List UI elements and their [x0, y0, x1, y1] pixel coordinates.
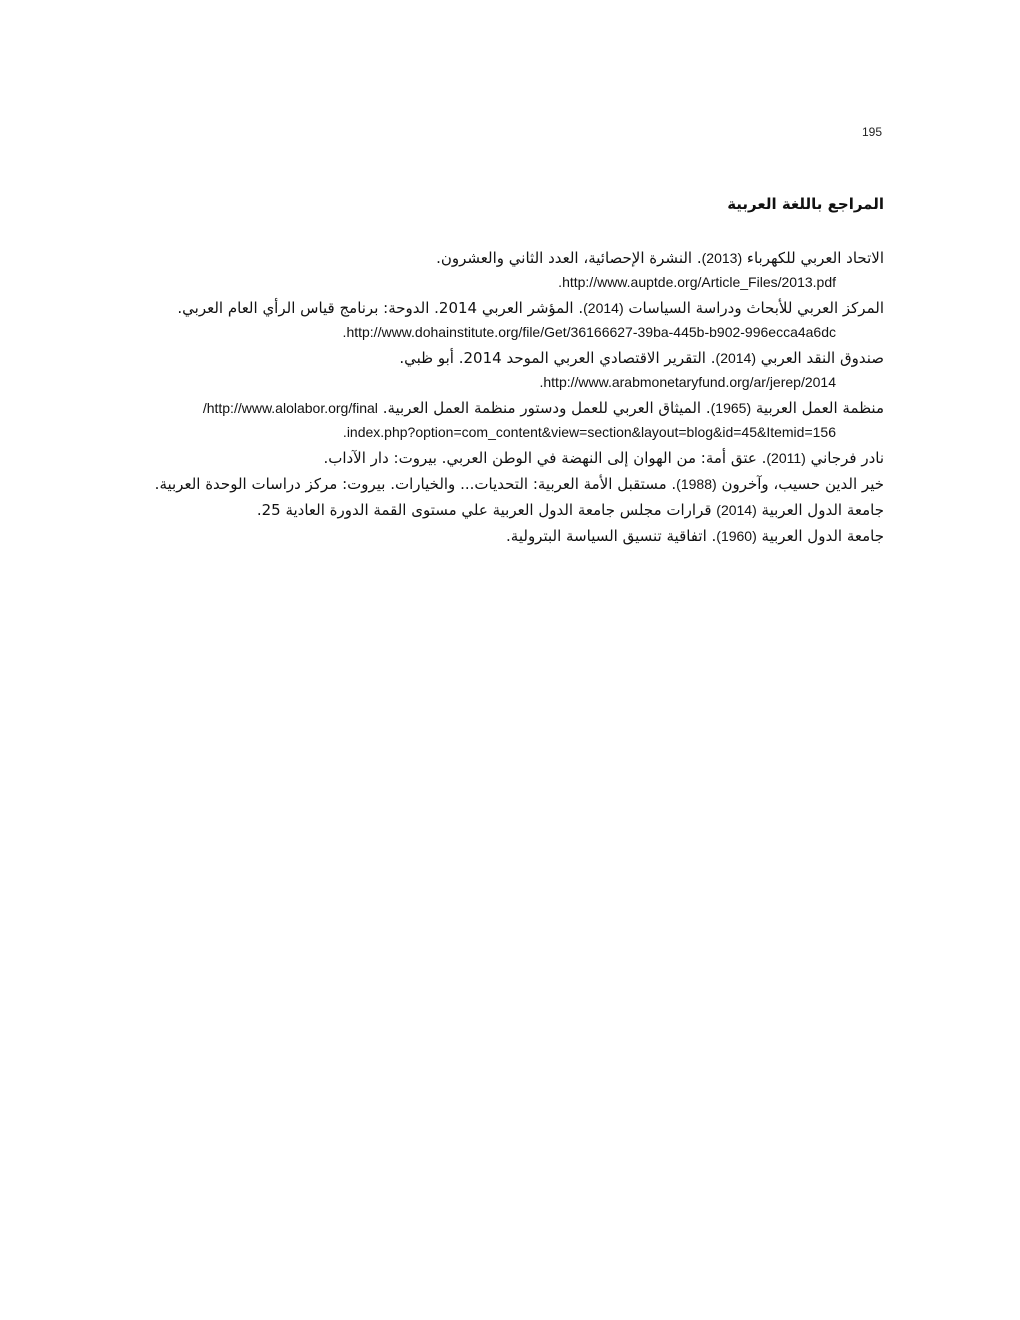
reference-url[interactable]: index.php?option=com_content&view=section&layout=blog&id=45&Itemid=156.	[342, 424, 836, 440]
reference-entry	[140, 396, 884, 444]
reference-text: . مستقبل الأمة العربية: التحديات... والخيارات. بيروت: مركز دراسات الوحدة العربية.	[154, 475, 677, 493]
reference-entry	[140, 472, 884, 496]
reference-entry	[140, 524, 884, 548]
reference-entry	[140, 246, 884, 294]
reference-entry	[140, 296, 884, 344]
reference-entry	[140, 498, 884, 522]
page-number: 195	[862, 125, 883, 139]
reference-text: . الميثاق العربي للعمل ودستور منظمة العمل العربية.	[377, 399, 711, 417]
reference-year: (2011)	[766, 450, 806, 466]
reference-author: خير الدين حسيب، وآخرون	[716, 475, 884, 493]
reference-text: . اتفاقية تنسيق السياسة البترولية.	[506, 527, 717, 545]
reference-url-inline[interactable]: http://www.alolabor.org/final/	[202, 400, 378, 416]
references-section	[140, 192, 884, 550]
reference-url[interactable]: http://www.auptde.org/Article_Files/2013.pdf.	[558, 274, 836, 290]
reference-text: . المؤشر العربي 2014. الدوحة: برنامج قياس الرأي العام العربي.	[177, 299, 584, 317]
reference-list	[140, 246, 884, 548]
reference-year: (2014)	[583, 300, 624, 316]
reference-entry	[140, 446, 884, 470]
reference-author: المركز العربي للأبحاث ودراسة السياسات	[623, 299, 884, 317]
reference-year: (1965)	[710, 400, 752, 416]
reference-text: قرارات مجلس جامعة الدول العربية علي مستوى القمة الدورة العادية 25.	[256, 501, 717, 519]
reference-author: جامعة الدول العربية	[756, 501, 884, 519]
reference-text: . التقرير الاقتصادي العربي الموحد 2014. أبو ظبي.	[399, 349, 716, 367]
reference-text: . عتق أمة: من الهوان إلى النهضة في الوطن العربي. بيروت: دار الآداب.	[323, 449, 767, 467]
reference-url[interactable]: http://www.arabmonetaryfund.org/ar/jerep/2014.	[539, 374, 836, 390]
reference-author: منظمة العمل العربية	[751, 399, 884, 417]
reference-author: نادر فرجاني	[805, 449, 884, 467]
reference-year: (1988)	[676, 476, 717, 492]
reference-author: الاتحاد العربي للكهرباء	[742, 249, 884, 267]
reference-url[interactable]: http://www.dohainstitute.org/file/Get/36166627-39ba-445b-b902-996ecca4a6dc.	[342, 324, 836, 340]
reference-year: (2014)	[715, 350, 757, 366]
section-heading: المراجع باللغة العربية	[727, 195, 884, 213]
reference-text: . النشرة الإحصائية، العدد الثاني والعشرون.	[436, 249, 702, 267]
reference-author: صندوق النقد العربي	[756, 349, 884, 367]
reference-author: جامعة الدول العربية	[756, 527, 884, 545]
reference-year: (2014)	[716, 502, 757, 518]
reference-year: (2013)	[701, 250, 743, 266]
reference-entry	[140, 346, 884, 394]
reference-year: (1960)	[716, 528, 757, 544]
